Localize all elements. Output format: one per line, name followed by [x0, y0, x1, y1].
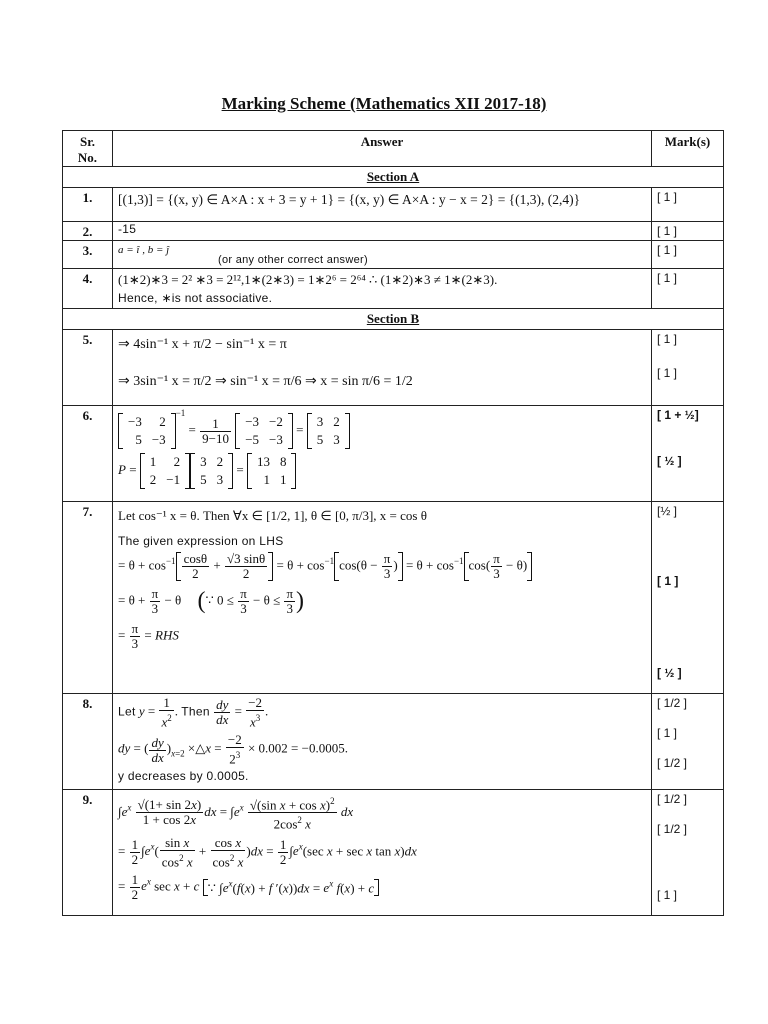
matrix: 13 8 1 1	[247, 453, 297, 489]
section-a-heading: Section A	[63, 167, 724, 188]
answer-cell: Let y = $\frac{1}{x^2}$ . Then $\frac{dy}{dx}$ = $\frac{-2}{x^3}$ . dy = ( $\frac{dy}{dx}$ )$_{x=2}$ ×△x = $\frac{-2}{2^3}$ × 0.002 = −0.0005. y decreases by 0.0005.	[113, 694, 652, 790]
mark-cell: [ 1 ]	[652, 241, 724, 269]
header-answer: Answer	[113, 131, 652, 167]
answer-cell: Let cos⁻¹ x = θ. Then ∀x ∈ [1/2, 1], θ ∈ [0, π/3], x = cos θ The given expression on LHS = $\theta + \cos^{-1}$ $\frac{\cos\theta}{2}$ + $\frac{√3 \sin\theta}{2}$ = $\theta + \cos^{-1} \cos(\theta$ − $\frac{\pi}{3}$ ) = $\theta + \cos^{-1} \cos$( $\frac{\pi}{3}$ − θ) = θ + $\frac{\pi}{3}$ − θ (∵ 0 ≤ $\frac{\pi}{3}$ − θ ≤ $\frac{\pi}{3}$ ) = $\frac{\pi}{3}$ = RHS	[113, 502, 652, 694]
row-number: 5.	[63, 330, 113, 406]
mark-3: [ ½ ]	[657, 666, 682, 680]
table-row	[63, 790, 724, 916]
header-srno: Sr. No.	[63, 131, 113, 167]
mark-3: [ 1/2 ]	[657, 756, 688, 770]
mark-2: [ 1/2 ]	[657, 822, 688, 836]
answer-cell	[113, 241, 652, 269]
row-number: 2.	[63, 222, 113, 241]
mark-1: [ 1 + ½]	[657, 408, 699, 422]
mark-cell	[652, 330, 724, 406]
matrix: 3 2 5 3	[190, 453, 233, 489]
table-row	[63, 330, 724, 406]
mark-cell: [ 1 ]	[652, 269, 724, 309]
mark-2: [ 1 ]	[657, 574, 679, 588]
matrix: 1 2 2 −1	[140, 453, 190, 489]
mark-1: [ 1/2 ]	[657, 696, 688, 710]
mark-1: [½ ]	[657, 504, 678, 518]
answer-cell: $\int e^x$ $\frac{√(1+ \sin 2x)}{1 + \cos 2x}$ dx = $\int e^x$ $\frac{√(\sin x + \cos x)^2}{2\cos^2 x}$ dx = $\frac{1}{2}$ $\int e^x$( $\frac{\text{sin x}}{\cos^2 x}$ + $\frac{\text{cos x}}{\cos^2 x}$ )dx = $\frac{1}{2}$ $\int e^x(\sec$ x + sec x tan x)dx = $\frac{1}{2}$ $e^x$ sec x + c ∵ $\int e^x(f(x) + f$ $'(x))dx = e^x$ f(x) + c	[113, 790, 652, 916]
row-number: 6.	[63, 406, 113, 502]
mark-1: [ 1 ]	[657, 332, 678, 346]
mark-2: [ ½ ]	[657, 454, 682, 468]
page-title: Marking Scheme (Mathematics XII 2017-18)	[221, 94, 547, 113]
answer-note: (or any other correct answer)	[218, 254, 368, 266]
answer-conclusion: y decreases by 0.0005.	[118, 768, 249, 783]
answer-line-2: ⇒ 3sin⁻¹ x = π/2 ⇒ sin⁻¹ x = π/6 ⇒ x = sin π/6 = 1/2	[118, 374, 413, 389]
answer-text: (1∗2)∗3 = 2² ∗3 = 2¹²,1∗(2∗3) = 1∗2⁶ = 2⁶⁴ ∴ (1∗2)∗3 ≠ 1∗(2∗3).	[118, 272, 498, 287]
row-number: 9.	[63, 790, 113, 916]
matrix: −3 −2 −5 −3	[235, 413, 293, 449]
row-number: 7.	[63, 502, 113, 694]
answer-let: Let cos⁻¹ x = θ. Then ∀x ∈ [1/2, 1], θ ∈ [0, π/3], x = cos θ	[118, 508, 427, 523]
table-row	[63, 269, 724, 309]
matrix: −3 2 5 −3	[118, 413, 176, 449]
answer-text: The given expression on LHS	[118, 534, 284, 548]
marking-table	[62, 130, 724, 916]
mark-cell	[652, 406, 724, 502]
answer-note: Hence, ∗is not associative.	[118, 291, 273, 305]
answer-cell	[113, 188, 652, 222]
mark-cell	[652, 694, 724, 790]
table-row	[63, 694, 724, 790]
section-b-heading: Section B	[63, 309, 724, 330]
mark-2: [ 1 ]	[657, 726, 678, 740]
answer-text: a = î , b = ĵ	[118, 244, 170, 256]
mark-cell	[652, 502, 724, 694]
header-marks: Mark(s)	[652, 131, 724, 167]
table-row	[63, 241, 724, 269]
answer-cell	[113, 330, 652, 406]
mark-1: [ 1/2 ]	[657, 792, 688, 806]
row-number: 4.	[63, 269, 113, 309]
row-number: 8.	[63, 694, 113, 790]
answer-text: -15	[113, 222, 652, 241]
mark-3: [ 1 ]	[657, 888, 678, 902]
mark-cell: [ 1 ]	[652, 222, 724, 241]
row-number: 1.	[63, 188, 113, 222]
table-row	[63, 188, 724, 222]
answer-cell: −3 2 5 −3 $^{-1}$ = $\frac{1}{9-10}$ −3 −2 −5 −3 = 3 2 5 3 P = 1 2 2 −1 3 2 5 3 = 13 8 1 1	[113, 406, 652, 502]
mark-cell: [ 1 ]	[652, 188, 724, 222]
answer-text: [(1,3)] = {(x, y) ∈ A×A : x + 3 = y + 1} = {(x, y) ∈ A×A : y − x = 2} = {(1,3), (2,4)}	[118, 192, 581, 207]
mark-2: [ 1 ]	[657, 366, 678, 380]
mark-cell	[652, 790, 724, 916]
matrix: 3 2 5 3	[307, 413, 350, 449]
row-number: 3.	[63, 241, 113, 269]
answer-cell	[113, 269, 652, 309]
table-row	[63, 406, 724, 502]
table-row	[63, 222, 724, 241]
answer-line-1: ⇒ 4sin⁻¹ x + π/2 − sin⁻¹ x = π	[118, 337, 287, 352]
table-row	[63, 502, 724, 694]
